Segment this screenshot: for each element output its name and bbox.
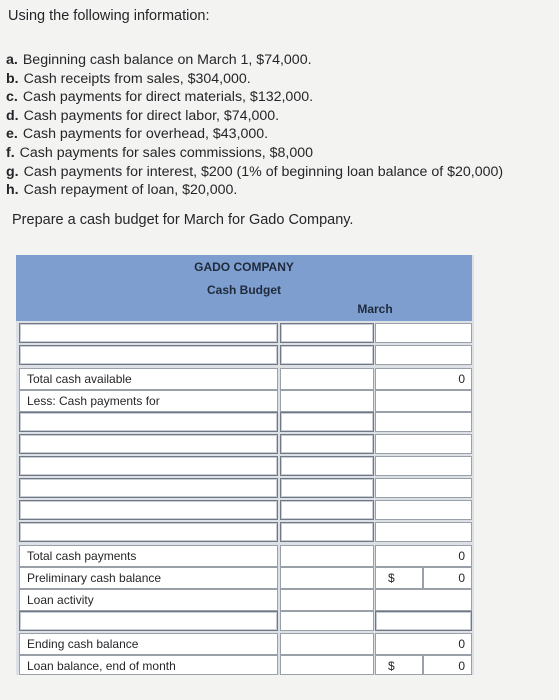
blank-cell	[280, 655, 374, 675]
company-name: GADO COMPANY	[194, 260, 294, 274]
list-item: c. Cash payments for direct materials, $132,000.	[6, 89, 314, 106]
ending-cash-balance-label: Ending cash balance	[19, 633, 278, 655]
blank-cell	[375, 345, 472, 365]
label-input[interactable]	[19, 478, 278, 498]
blank-cell	[280, 633, 374, 655]
amount-input[interactable]	[280, 456, 374, 476]
blank-cell	[280, 390, 374, 412]
blank-cell	[280, 567, 374, 589]
blank-cell	[375, 456, 472, 476]
month-column-header: March	[278, 297, 472, 321]
blank-cell	[375, 434, 472, 454]
blank-cell	[280, 589, 374, 611]
amount-input[interactable]	[280, 434, 374, 454]
label-input[interactable]	[19, 412, 278, 432]
loan-balance-end-value: 0	[423, 655, 472, 675]
list-item: g. Cash payments for interest, $200 (1% of beginning loan balance of $20,000)	[6, 163, 504, 180]
label-input[interactable]	[19, 323, 278, 343]
list-item: a. Beginning cash balance on March 1, $74,000.	[6, 52, 312, 68]
list-item: b. Cash receipts from sales, $304,000.	[6, 70, 251, 87]
total-cash-available-label: Total cash available	[19, 368, 278, 390]
blank-cell	[280, 545, 374, 567]
label-input[interactable]	[19, 345, 278, 365]
label-input[interactable]	[19, 456, 278, 476]
ending-cash-balance-value: 0	[375, 633, 472, 655]
intro-text: Using the following information:	[8, 8, 210, 24]
blank-cell	[375, 500, 472, 520]
total-cash-available-value: 0	[375, 368, 472, 390]
blank-cell	[280, 611, 374, 631]
list-item: f. Cash payments for sales commissions, $8,000	[6, 144, 314, 161]
list-item: h. Cash repayment of loan, $20,000.	[6, 182, 238, 199]
header-left-band	[16, 297, 278, 321]
blank-cell	[375, 478, 472, 498]
blank-cell	[280, 368, 374, 390]
currency-symbol: $	[375, 655, 423, 675]
amount-input[interactable]	[375, 611, 472, 631]
prompt-text: Prepare a cash budget for March for Gado Company.	[12, 212, 354, 228]
amount-input[interactable]	[280, 500, 374, 520]
amount-input[interactable]	[280, 345, 374, 365]
total-cash-payments-label: Total cash payments	[19, 545, 278, 567]
amount-input[interactable]	[280, 478, 374, 498]
amount-input[interactable]	[280, 522, 374, 542]
preliminary-cash-balance-label: Preliminary cash balance	[19, 567, 278, 589]
total-cash-payments-value: 0	[375, 545, 472, 567]
currency-symbol: $	[375, 567, 423, 589]
table-header	[16, 255, 472, 297]
budget-title: Cash Budget	[206, 283, 281, 297]
blank-cell	[375, 323, 472, 343]
label-input[interactable]	[19, 522, 278, 542]
loan-balance-end-label: Loan balance, end of month	[19, 655, 278, 675]
amount-input[interactable]	[280, 412, 374, 432]
loan-activity-label: Loan activity	[19, 589, 278, 611]
list-item: d. Cash payments for direct labor, $74,000.	[6, 107, 280, 124]
less-payments-label: Less: Cash payments for	[19, 390, 278, 412]
blank-cell	[375, 390, 472, 412]
blank-cell	[375, 412, 472, 432]
blank-cell	[375, 522, 472, 542]
label-input[interactable]	[19, 500, 278, 520]
cash-budget-table	[16, 255, 474, 675]
info-list	[6, 51, 503, 200]
blank-cell	[375, 589, 472, 611]
list-item: e. Cash payments for overhead, $43,000.	[6, 126, 269, 143]
amount-input[interactable]	[280, 323, 374, 343]
label-input[interactable]	[19, 611, 278, 631]
preliminary-cash-balance-value: 0	[423, 567, 472, 589]
label-input[interactable]	[19, 434, 278, 454]
